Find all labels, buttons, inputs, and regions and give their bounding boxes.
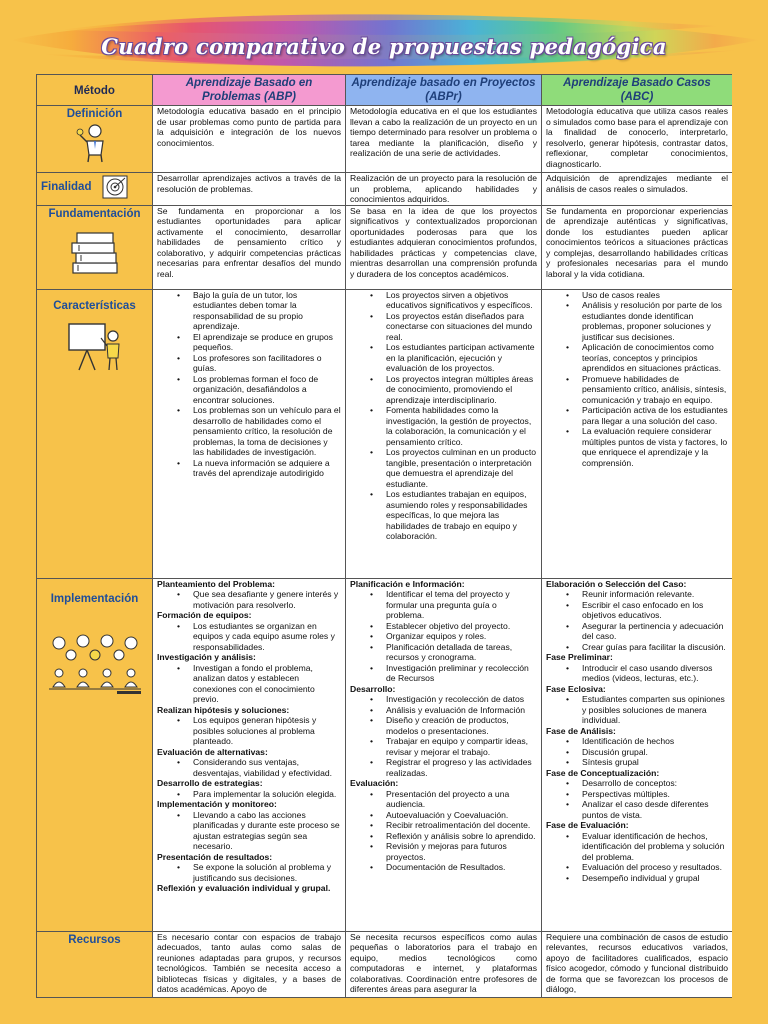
list-item: • Documentación de Resultados.: [350, 862, 537, 873]
definicion-abc: Metodología educativa que utiliza casos reales o simulados como base para el aprendizaje con la finalidad de conocerlo, interpretarlo, resolverlo, generar hipótesis, contrastar datos, reflexionar, completar conocimientos, diagnosticarlo.: [542, 106, 733, 173]
list-item: • Bajo la guía de un tutor, los estudiantes deben tomar la responsabilidad de su propio aprendizaje.: [157, 290, 341, 332]
row-finalidad: [37, 173, 733, 206]
page-title: Cuadro comparativo de propuestas pedagógica: [101, 34, 667, 59]
list-item: • Identificar el tema del proyecto y formular una pregunta guía o problema.: [350, 589, 537, 621]
caracteristicas-label-cell: [37, 289, 153, 578]
recursos-abc: Requiere una combinación de casos de estudio relevantes, recursos educativos variados, apoyo de facilitadores cualificados, espacio físico acogedor, cómodo y funcional distribuido de forma que se favorezcan los procesos de diálogo,: [542, 931, 733, 997]
list-item: • Investigación preliminar y recolección de Recursos: [350, 663, 537, 684]
caracteristicas-abpr-list: [350, 290, 537, 542]
section-heading: Realizan hipótesis y soluciones:: [157, 704, 290, 715]
list-item: • Registrar el progreso y las actividades realizadas.: [350, 757, 537, 778]
list-item: • Los proyectos están diseñados para conectarse con situaciones del mundo real.: [350, 311, 537, 343]
section-heading: Evaluación:: [350, 778, 399, 788]
recursos-label-cell: [37, 931, 153, 997]
list-item: • Participación activa de los estudiantes para llegar a una solución del caso.: [546, 405, 728, 426]
list-item: • Desempeño individual y grupal: [546, 873, 728, 884]
section-heading: Fase de Análisis:: [546, 725, 616, 736]
watercolor-banner: [0, 0, 768, 74]
comparison-table-wrapper: [36, 74, 732, 1020]
fundamentacion-abpr: Se basa en la idea de que los proyectos significativos y contextualizados proporcionan oportunidades poderosas para que los estudiantes adquieran conocimientos profundos, habilidades prácticas y competencias clave, mientras desarrollan una comprensión profunda y duradera de los conceptos académicos.: [346, 205, 542, 289]
target-icon: [102, 175, 128, 199]
list-item: • Perspectivas múltiples.: [546, 789, 728, 800]
person-idea-icon: [75, 123, 115, 163]
fundamentacion-label-cell: [37, 205, 153, 289]
list-item: • Los problemas forman el foco de organización, desafiándolos a encontrar soluciones.: [157, 374, 341, 406]
definicion-label-cell: [37, 106, 153, 173]
section-heading: Investigación y análisis:: [157, 652, 256, 662]
list-item: • Crear guías para facilitar la discusión.: [546, 642, 728, 653]
section-list: [157, 589, 341, 610]
finalidad-abp: Desarrollar aprendizajes activos a través de la resolución de problemas.: [153, 173, 346, 206]
implementacion-label: Implementación: [50, 592, 139, 605]
section-list: [157, 757, 341, 778]
finalidad-abpr: Realización de un proyecto para la resolución de un problema, aplicando habilidades y conocimientos adquiridos.: [346, 173, 542, 206]
row-fundamentacion: [37, 205, 733, 289]
header-row: [37, 75, 733, 106]
list-item: • La nueva información se adquiere a través del aprendizaje autodirigido: [157, 458, 341, 479]
list-item: • Los estudiantes trabajan en equipos, asumiendo roles y responsabilidades específicas, lo que mejora las habilidades de trabajo en equipo y colaboración.: [350, 489, 537, 542]
list-item: • Que sea desafiante y genere interés y motivación para resolverlo.: [157, 589, 341, 610]
caracteristicas-abpr: [346, 289, 542, 578]
section-heading: Fase de Conceptualización:: [546, 767, 660, 778]
abpr-header: Aprendizaje basado en Proyectos (ABPr): [346, 75, 542, 106]
list-item: • Recibir retroalimentación del docente.: [350, 820, 537, 831]
finalidad-label-cell: [37, 173, 153, 206]
teacher-board-icon: [65, 320, 125, 374]
section-list: [157, 621, 341, 653]
section-heading: Presentación de resultados:: [157, 851, 273, 862]
list-item: • Los profesores son facilitadores o guías.: [157, 353, 341, 374]
books-icon: [67, 223, 123, 277]
comparison-table: [36, 74, 732, 998]
section-list: [157, 663, 341, 705]
caracteristicas-abp: [153, 289, 346, 578]
section-heading: Implementación y monitoreo:: [157, 799, 277, 809]
list-item: • Desarrollo de conceptos:: [546, 778, 728, 789]
finalidad-label: Finalidad: [41, 181, 92, 193]
section-heading: Fase de Evaluación:: [546, 820, 629, 830]
row-caracteristicas: [37, 289, 733, 578]
fundamentacion-label: Fundamentación: [48, 207, 141, 220]
caracteristicas-label: Características: [53, 299, 136, 312]
section-list: [546, 663, 728, 684]
list-item: • Introducir el caso usando diversos medios (videos, lecturas, etc.).: [546, 663, 728, 684]
list-item: • Identificación de hechos: [546, 736, 728, 747]
method-header-cell: [37, 75, 153, 106]
list-item: • Análisis y evaluación de Información: [350, 705, 537, 716]
implementacion-label-cell: [37, 578, 153, 931]
list-item: • Evaluar identificación de hechos, identificación del problema y solución del problema.: [546, 831, 728, 863]
section-list: [350, 789, 537, 873]
caracteristicas-abc: [542, 289, 733, 578]
recursos-label: Recursos: [68, 933, 121, 946]
section-heading: Fase Eclosiva:: [546, 683, 606, 694]
list-item: • Autoevaluación y Coevaluación.: [350, 810, 537, 821]
fundamentacion-abc: Se fundamenta en proporcionar experiencias de aprendizaje auténticas y significativas, donde los estudiantes pueden aplicar conocimientos teóricos a situaciones prácticas y complejas, desarrollando habilidades críticas y profesionales necesarias para el mundo laboral y la vida cotidiana.: [542, 205, 733, 289]
caracteristicas-abc-list: [546, 290, 728, 469]
section-list: [546, 831, 728, 884]
list-item: • Los problemas son un vehículo para el desarrollo de habilidades como el pensamiento crítico, la resolución de problemas, la toma de decisiones y las habilidades de investigación.: [157, 405, 341, 458]
definicion-abpr: Metodología educativa en el que los estudiantes llevan a cabo la realización de un proyecto en un tiempo determinado para resolver un problema o tarea mediante la planificación, diseño y realización de una serie de actividades.: [346, 106, 542, 173]
definicion-label: Definición: [66, 108, 123, 120]
list-item: • Fomenta habilidades como la investigación, la gestión de proyectos, la colaboración, la comunicación y el pensamiento crítico.: [350, 405, 537, 447]
section-list: [157, 862, 341, 883]
list-item: • Establecer objetivo del proyecto.: [350, 621, 537, 632]
implementacion-abp: [153, 578, 346, 931]
list-item: • Aplicación de conocimientos como teorías, conceptos y principios aprendidos en situaciones prácticas.: [546, 342, 728, 374]
team-ideas-icon: [45, 633, 145, 695]
section-heading: Reflexión y evaluación individual y grupal.: [157, 883, 331, 893]
section-list: [157, 789, 341, 800]
section-list: [350, 694, 537, 778]
list-item: • Presentación del proyecto a una audiencia.: [350, 789, 537, 810]
list-item: • Los proyectos sirven a objetivos educativos significativos y específicos.: [350, 290, 537, 311]
finalidad-abc: Adquisición de aprendizajes mediante el análisis de casos reales o simulados.: [542, 173, 733, 206]
list-item: • Los proyectos integran múltiples áreas de conocimiento, promoviendo el aprendizaje interdisciplinario.: [350, 374, 537, 406]
list-item: • Planificación detallada de tareas, recursos y cronograma.: [350, 642, 537, 663]
recursos-abpr: Se necesita recursos específicos como aulas pequeñas o laboratorios para el trabajo en equipo, medios tecnológicos como computadoras e internet, y plataformas colaborativas. Coordinación entre profesores de diferentes áreas para asegurar la: [346, 931, 542, 997]
method-header: Método: [74, 85, 115, 97]
section-list: [157, 810, 341, 852]
section-heading: Desarrollo de estrategias:: [157, 778, 263, 788]
fundamentacion-abp: Se fundamenta en proporcionar a los estudiantes oportunidades para aplicar activamente el conocimiento, desarrollar habilidades de pensamiento crítico y colaborativo, y adquirir competencias prácticas necesarias para enfrentar desafíos del mundo real.: [153, 205, 346, 289]
row-definicion: [37, 106, 733, 173]
list-item: • Evaluación del proceso y resultados.: [546, 862, 728, 873]
list-item: • Para implementar la solución elegida.: [157, 789, 341, 800]
list-item: • Reunir información relevante.: [546, 589, 728, 600]
section-heading: Desarrollo:: [350, 683, 396, 694]
section-heading: Fase Preliminar:: [546, 652, 613, 662]
section-list: [546, 778, 728, 820]
implementacion-abpr: [346, 578, 542, 931]
implementacion-abc: [542, 578, 733, 931]
section-list: [546, 736, 728, 768]
recursos-abp: Es necesario contar con espacios de trabajo adecuados, tanto aulas como salas de reuniones adaptadas para grupos, y recursos tecnológicos. También se necesita acceso a bibliotecas físicas y digitales, y a bases de datos académicas. Apoyo de: [153, 931, 346, 997]
list-item: • Síntesis grupal: [546, 757, 728, 768]
list-item: • Los proyectos culminan en un producto tangible, presentación o interpretación que demuestra el aprendizaje del estudiante.: [350, 447, 537, 489]
list-item: • Los estudiantes participan activamente en la planificación, ejecución y evaluación de los proyectos.: [350, 342, 537, 374]
list-item: • Los estudiantes se organizan en equipos y cada equipo asume roles y responsabilidades.: [157, 621, 341, 653]
list-item: • Organizar equipos y roles.: [350, 631, 537, 642]
abp-header: Aprendizaje Basado en Problemas (ABP): [153, 75, 346, 106]
list-item: • Asegurar la pertinencia y adecuación del caso.: [546, 621, 728, 642]
list-item: • Trabajar en equipo y compartir ideas, revisar y mejorar el trabajo.: [350, 736, 537, 757]
definicion-abp: Metodología educativa basado en el principio de usar problemas como punto de partida para la adquisición e integración de los nuevos conocimientos.: [153, 106, 346, 173]
section-list: [546, 694, 728, 726]
row-implementacion: [37, 578, 733, 931]
abc-header: Aprendizaje Basado Casos (ABC): [542, 75, 733, 106]
list-item: • Considerando sus ventajas, desventajas, viabilidad y efectividad.: [157, 757, 341, 778]
list-item: • Uso de casos reales: [546, 290, 728, 301]
list-item: • Se expone la solución al problema y justificando sus decisiones.: [157, 862, 341, 883]
section-heading: Planificación e Información:: [350, 578, 465, 589]
list-item: • Investigación y recolección de datos: [350, 694, 537, 705]
section-heading: Elaboración o Selección del Caso:: [546, 578, 687, 589]
list-item: • La evaluación requiere considerar múltiples puntos de vista y factores, lo que enriquece el aprendizaje y la comprensión.: [546, 426, 728, 468]
list-item: • Estudiantes comparten sus opiniones y posibles soluciones de manera individual.: [546, 694, 728, 726]
list-item: • Revisión y mejoras para futuros proyectos.: [350, 841, 537, 862]
row-recursos: [37, 931, 733, 997]
list-item: • Análisis y resolución por parte de los estudiantes donde identifican problemas, proponer soluciones y justificar sus decisiones.: [546, 300, 728, 342]
list-item: • Investigan a fondo el problema, analizan datos y establecen conexiones con el conocimiento previo.: [157, 663, 341, 705]
list-item: • Llevando a cabo las acciones planificadas y durante este proceso se ajustan estrategias según sea necesario.: [157, 810, 341, 852]
list-item: • Diseño y creación de productos, modelos o presentaciones.: [350, 715, 537, 736]
list-item: • Analizar el caso desde diferentes puntos de vista.: [546, 799, 728, 820]
list-item: • Discusión grupal.: [546, 747, 728, 758]
list-item: • Los equipos generan hipótesis y posibles soluciones al problema planteado.: [157, 715, 341, 747]
section-heading: Evaluación de alternativas:: [157, 746, 268, 757]
list-item: • Reflexión y análisis sobre lo aprendido.: [350, 831, 537, 842]
list-item: • Escribir el caso enfocado en los objetivos educativos.: [546, 600, 728, 621]
section-list: [350, 589, 537, 684]
caracteristicas-abp-list: [157, 290, 341, 479]
section-heading: Formación de equipos:: [157, 610, 252, 620]
section-list: [157, 715, 341, 747]
list-item: • Promueve habilidades de pensamiento crítico, análisis, síntesis, comunicación y trabajo en equipo.: [546, 374, 728, 406]
list-item: • El aprendizaje se produce en grupos pequeños.: [157, 332, 341, 353]
section-heading: Planteamiento del Problema:: [157, 578, 275, 589]
section-list: [546, 589, 728, 652]
